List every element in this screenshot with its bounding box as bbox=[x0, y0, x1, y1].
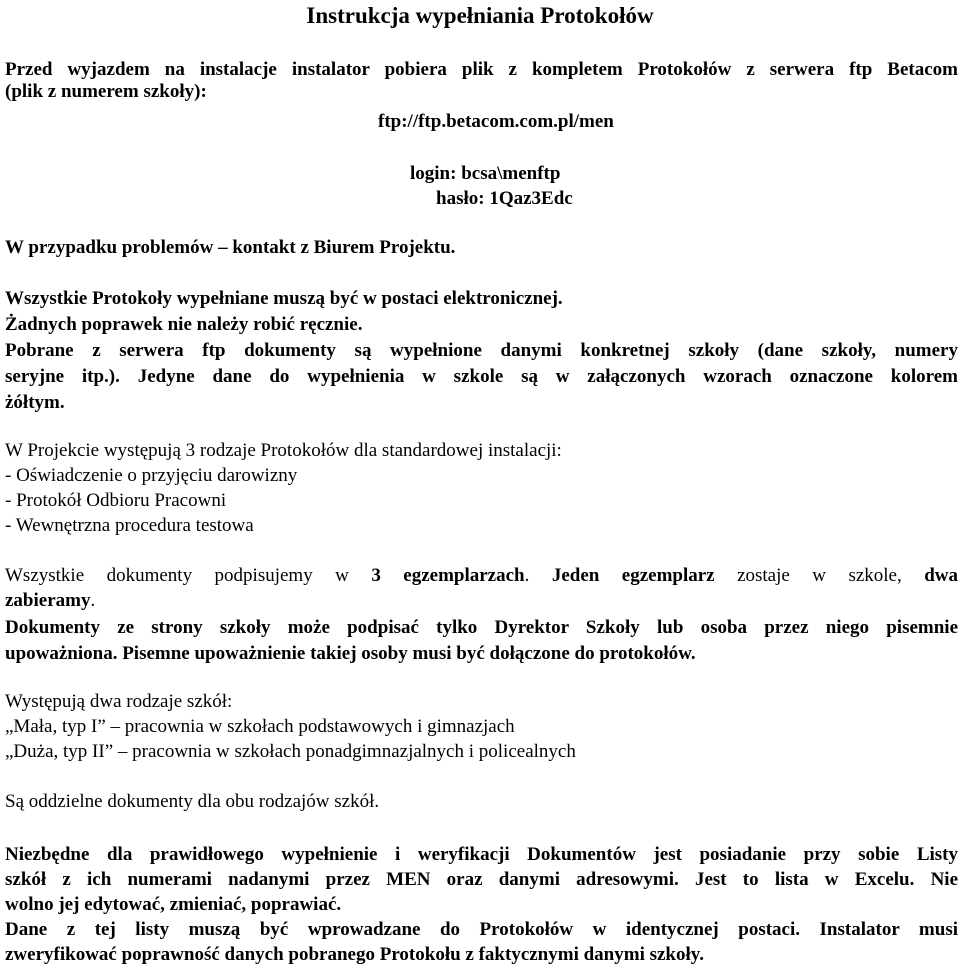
school-type-large: „Duża, typ II” – pracownia w szkołach ponadgimnazjalnych i policealnych bbox=[5, 741, 576, 762]
intro-line-2: (plik z numerem szkoły): bbox=[5, 81, 207, 102]
contact-note: W przypadku problemów – kontakt z Biurem Projektu. bbox=[5, 237, 456, 258]
ftp-login: login: bcsa\menftp bbox=[410, 163, 561, 184]
protocols-intro: W Projekcie występują 3 rodzaje Protokołów dla standardowej instalacji: bbox=[5, 440, 562, 461]
rule-prefilled-3: żółtym. bbox=[5, 392, 65, 413]
school-types-intro: Występują dwa rodzaje szkół: bbox=[5, 691, 233, 712]
rule-no-manual: Żadnych poprawek nie należy robić ręcznie. bbox=[5, 314, 363, 335]
requirements-line-5: zweryfikować poprawność danych pobranego Protokołu z faktycznymi danymi szkoły. bbox=[5, 944, 704, 965]
requirements-line-4: Dane z tej listy muszą być wprowadzane do Protokołów w identycznej postaci. Instalator musi bbox=[5, 919, 958, 940]
school-types-note: Są oddzielne dokumenty dla obu rodzajów szkół. bbox=[5, 791, 380, 812]
signing-paragraph-1-end: zabieramy. bbox=[5, 590, 96, 611]
rule-prefilled-1: Pobrane z serwera ftp dokumenty są wypełnione danymi konkretnej szkoły (dane szkoły, numery bbox=[5, 340, 958, 361]
signing-paragraph-1: Wszystkie dokumenty podpisujemy w 3 egzemplarzach. Jeden egzemplarz zostaje w szkole, dwa bbox=[5, 565, 958, 586]
intro-line-1: Przed wyjazdem na instalacje instalator pobiera plik z kompletem Protokołów z serwera ftp Betacom bbox=[5, 59, 958, 80]
requirements-line-1: Niezbędne dla prawidłowego wypełnienie i weryfikacji Dokumentów jest posiadanie przy sobie Listy bbox=[5, 844, 958, 865]
rule-electronic: Wszystkie Protokoły wypełniane muszą być w postaci elektronicznej. bbox=[5, 288, 563, 309]
page-title: Instrukcja wypełniania Protokołów bbox=[306, 3, 654, 28]
rule-prefilled-2: seryjne itp.). Jedyne dane do wypełnienia w szkole są w załączonych wzorach oznaczone kolorem bbox=[5, 366, 958, 387]
signing-paragraph-2-line-2: upoważniona. Pisemne upoważnienie takiej osoby musi być dołączone do protokołów. bbox=[5, 643, 696, 664]
school-type-small: „Mała, typ I” – pracownia w szkołach podstawowych i gimnazjach bbox=[5, 716, 515, 737]
signing-paragraph-2-line-1: Dokumenty ze strony szkoły może podpisać tylko Dyrektor Szkoły lub osoba przez niego pisemnie bbox=[5, 617, 958, 638]
protocol-item: - Oświadczenie o przyjęciu darowizny bbox=[5, 465, 298, 486]
protocol-item: - Wewnętrzna procedura testowa bbox=[5, 515, 254, 536]
requirements-line-2: szkół z ich numerami nadanymi przez MEN oraz danymi adresowymi. Jest to lista w Excelu. Nie bbox=[5, 869, 958, 890]
ftp-password: hasło: 1Qaz3Edc bbox=[436, 188, 573, 209]
requirements-line-3: wolno jej edytować, zmieniać, poprawiać. bbox=[5, 894, 342, 915]
protocol-item: - Protokół Odbioru Pracowni bbox=[5, 490, 227, 511]
ftp-url: ftp://ftp.betacom.com.pl/men bbox=[378, 111, 614, 132]
